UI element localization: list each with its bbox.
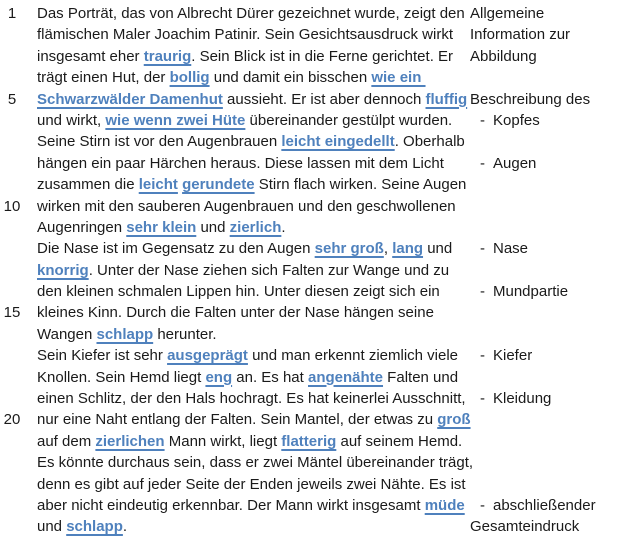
text-line [0, 153, 617, 174]
line-text [24, 46, 470, 67]
line-number: 15 [3, 304, 21, 322]
highlighted-term: bollig [169, 69, 210, 87]
text-segment: einen Schlitz, der den Hals hochragt. Es hat keinerlei Ausschnitt, [37, 390, 466, 408]
text-segment: . [281, 218, 286, 236]
line-text [24, 24, 470, 45]
highlighted-term: Schwarzwälder Damenhut [37, 90, 223, 108]
text-segment: den kleinen schmalen Lippen hin. Unter diesen zeigt sich ein [37, 283, 440, 301]
line-text [24, 367, 470, 388]
highlighted-term: schlapp [66, 518, 123, 536]
text-segment: Die Nase ist im Gegensatz zu den Augen [37, 240, 315, 258]
line-text [24, 67, 470, 88]
line-text [24, 431, 470, 452]
text-segment: und [423, 240, 453, 258]
text-segment: . Sein Blick ist in die Ferne gerichtet. Er [191, 47, 454, 65]
highlighted-term: leicht eingedellt [281, 133, 395, 151]
margin-note [470, 495, 617, 516]
text-segment: an. Es hat [232, 368, 308, 386]
text-segment: und [37, 518, 67, 536]
highlighted-term: eng [205, 368, 233, 386]
margin-note-label: Gesamteindruck [470, 518, 580, 536]
margin-note-label: abschließender [493, 496, 596, 514]
margin-note-bullet: - [480, 283, 485, 301]
text-segment: denn es gibt auf jeder Seite der Enden jeweils zwei Nähte. Es ist [37, 475, 466, 493]
text-segment: kleines Kinn. Durch die Falten unter der Nase hängen seine [37, 304, 434, 322]
text-segment: flämischen Maler Joachim Patinir. Sein Gesichtsausdruck wirkt [37, 26, 453, 44]
line-text [24, 516, 470, 537]
margin-note-bullet: - [480, 240, 485, 258]
text-line [0, 302, 617, 323]
text-segment: übereinander gestülpt wurden. [245, 111, 453, 129]
margin-note [470, 516, 617, 537]
line-text [24, 388, 470, 409]
line-text [24, 324, 470, 345]
line-text [24, 452, 474, 473]
highlighted-term: schlapp [96, 325, 154, 343]
margin-note-label: Kopfes [493, 111, 540, 129]
text-line [0, 24, 617, 45]
text-line [0, 388, 617, 409]
line-text [24, 110, 470, 131]
margin-note-label: Allgemeine [470, 5, 545, 22]
margin-note-label: Beschreibung des [470, 90, 591, 108]
text-line [0, 409, 617, 430]
text-line [0, 324, 617, 345]
margin-note-label: Nase [493, 240, 529, 258]
margin-note [470, 89, 617, 110]
highlighted-term: groß [437, 411, 471, 429]
text-segment: Stirn flach wirken. Seine Augen [254, 176, 467, 194]
text-segment: aussieht. Er ist aber dennoch [222, 90, 426, 108]
text-segment: auf seinem Hemd. [336, 432, 463, 450]
line-text [24, 238, 470, 259]
text-segment: herunter. [153, 325, 217, 343]
text-segment: aber nicht eindeutig erkennbar. Der Mann wirkt insgesamt [37, 496, 425, 514]
margin-note-label: Abbildung [470, 47, 537, 65]
line-text [24, 153, 470, 174]
margin-note-label: Kleidung [493, 390, 552, 408]
text-segment: Augenringen [37, 218, 127, 236]
text-segment: nur eine Naht entlang der Falten. Sein Mantel, der etwas zu [37, 411, 438, 429]
highlighted-term: fluffig [425, 90, 468, 108]
line-text [24, 131, 470, 152]
margin-note [470, 238, 617, 259]
highlighted-term: angenähte [308, 368, 384, 386]
line-text [24, 174, 470, 195]
margin-note-label: Augen [493, 154, 537, 172]
text-line [0, 131, 617, 152]
text-segment: . Oberhalb [394, 133, 465, 151]
text-line [0, 89, 617, 110]
text-line [0, 238, 617, 259]
margin-note-bullet: - [480, 347, 485, 365]
line-text [24, 345, 470, 366]
margin-note [470, 46, 617, 67]
text-line [0, 3, 617, 24]
line-text [24, 260, 470, 281]
text-segment: . [122, 518, 128, 536]
line-number: 1 [7, 5, 17, 22]
text-line [0, 452, 617, 473]
text-line [0, 67, 617, 88]
text-segment: Falten und [383, 368, 459, 386]
margin-note [470, 110, 617, 131]
line-number: 20 [3, 411, 21, 429]
margin-note-label: Kiefer [493, 347, 533, 365]
text-line [0, 110, 617, 131]
margin-note-bullet: - [480, 154, 485, 172]
highlighted-term: traurig [143, 47, 192, 65]
text-segment: Sein Kiefer ist sehr [37, 347, 168, 365]
highlighted-term: sehr groß [314, 240, 384, 258]
text-segment: auf dem [37, 432, 96, 450]
line-number: 5 [7, 90, 17, 108]
text-segment: und man erkennt ziemlich viele [247, 347, 459, 365]
text-segment: Knollen. Sein Hemd liegt [37, 368, 206, 386]
margin-note [470, 281, 617, 302]
text-segment: hängen ein paar Härchen heraus. Diese lassen mit dem Licht [37, 154, 444, 172]
line-text [24, 302, 470, 323]
text-segment: insgesamt eher [37, 47, 144, 65]
text-segment: trägt einen Hut, der [37, 69, 170, 87]
text-segment: Seine Stirn ist vor den Augenbrauen [37, 133, 282, 151]
highlighted-term: knorrig [37, 261, 89, 279]
margin-note-label: Mundpartie [493, 283, 569, 301]
text-line [0, 217, 617, 238]
margin-note-bullet: - [480, 496, 485, 514]
highlighted-term: wie wenn zwei Hüte [105, 111, 246, 129]
text-segment: Wangen [37, 325, 97, 343]
margin-note [470, 388, 617, 409]
text-segment: und wirkt, [37, 111, 106, 129]
highlighted-term: zierlichen [95, 432, 165, 450]
text-segment: . Unter der Nase ziehen sich Falten zur Wange und zu [88, 261, 450, 279]
text-line [0, 345, 617, 366]
text-segment: wirken mit den sauberen Augenbrauen und den geschwollenen [37, 197, 456, 215]
line-text [24, 3, 470, 24]
text-line [0, 367, 617, 388]
line-text [24, 474, 470, 495]
text-segment: und damit ein bisschen [209, 69, 372, 87]
margin-note-bullet: - [480, 390, 485, 408]
text-line [0, 260, 617, 281]
text-line [0, 281, 617, 302]
line-text [24, 409, 470, 430]
text-segment: und [196, 218, 230, 236]
line-number: 10 [3, 197, 21, 215]
highlighted-term: lang [392, 240, 424, 258]
margin-note [470, 24, 617, 45]
margin-note-label: Information zur [470, 26, 571, 44]
text-segment: Es könnte durchaus sein, dass er zwei Mäntel übereinander trägt, [37, 454, 474, 472]
margin-note [470, 3, 617, 24]
line-text [24, 281, 470, 302]
text-line [0, 46, 617, 67]
highlighted-term: flatterig [281, 432, 337, 450]
highlighted-term: gerundete [182, 176, 255, 194]
highlighted-term: ausgeprägt [167, 347, 248, 365]
text-line [0, 174, 617, 195]
line-text [24, 495, 470, 516]
text-line [0, 196, 617, 217]
margin-note-bullet: - [480, 111, 485, 129]
highlighted-term: wie ein [371, 69, 426, 87]
text-segment: zusammen die [37, 176, 139, 194]
margin-note [470, 345, 617, 366]
line-text [24, 89, 470, 110]
text-segment: , [383, 240, 393, 258]
text-line [0, 516, 617, 537]
text-line [0, 495, 617, 516]
text-segment: Mann wirkt, liegt [164, 432, 282, 450]
line-text [24, 217, 470, 238]
text-line [0, 474, 617, 495]
highlighted-term: müde [424, 496, 465, 514]
text-line [0, 431, 617, 452]
highlighted-term: leicht [138, 176, 178, 194]
line-text [24, 196, 470, 217]
margin-note [470, 153, 617, 174]
highlighted-term: sehr klein [126, 218, 197, 236]
text-segment: Das Porträt, das von Albrecht Dürer gezeichnet wurde, zeigt den [37, 5, 465, 22]
highlighted-term: zierlich [229, 218, 282, 236]
